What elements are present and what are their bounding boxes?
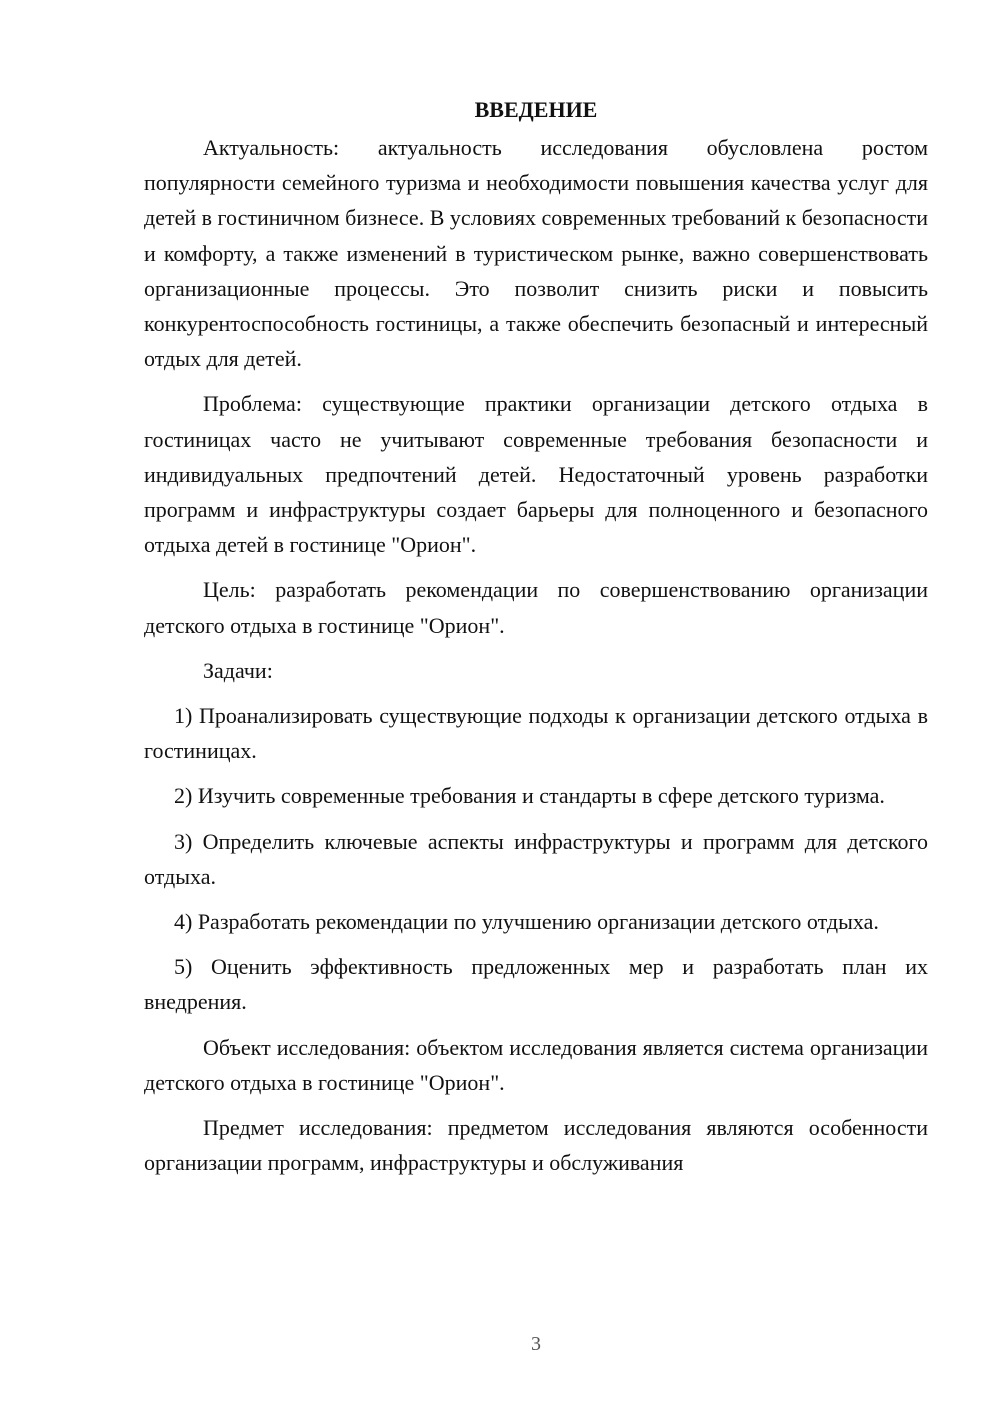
task-item-3: 3) Определить ключевые аспекты инфраструктуры и программ для детского отдыха.	[144, 828, 928, 889]
task-item-1: 1) Проанализировать существующие подходы к организации детского отдыха в гостиницах.	[144, 703, 928, 764]
goal-paragraph: Цель: разработать рекомендации по совершенствованию организации детского отдыха в гостинице "Орион".	[144, 577, 928, 638]
problem-paragraph: Проблема: существующие практики организации детского отдыха в гостиницах часто не учитывают современные требования безопасности и индивидуальных предпочтений детей. Недостаточный уровень разработки программ и инфраструктуры создает барьеры для полноценного и безопасного отдыха детей в гостинице "Орион".	[144, 391, 928, 558]
page-number: 3	[531, 1333, 541, 1355]
page-content	[144, 92, 928, 1190]
section-title: ВВЕДЕНИЕ	[474, 97, 598, 122]
subject-paragraph: Предмет исследования: предметом исследования являются особенности организации программ, инфраструктуры и обслуживания	[144, 1115, 928, 1176]
task-item-5: 5) Оценить эффективность предложенных мер и разработать план их внедрения.	[144, 954, 928, 1015]
tasks-label: Задачи:	[203, 657, 273, 683]
task-item-4: 4) Разработать рекомендации по улучшению организации детского отдыха.	[174, 909, 879, 935]
object-paragraph: Объект исследования: объектом исследования является система организации детского отдыха в гостинице "Орион".	[144, 1034, 928, 1095]
relevance-paragraph: Актуальность: актуальность исследования обусловлена ростом популярности семейного туризма и необходимости повышения качества услуг для детей в гостиничном бизнесе. В условиях современных требований к безопасности и комфорту, а также изменений в туристическом рынке, важно совершенствовать организационные процессы. Это позволит снизить риски и повысить конкурентоспособность гостиницы, а также обеспечить безопасный и интересный отдых для детей.	[144, 135, 928, 372]
task-item-2: 2) Изучить современные требования и стандарты в сфере детского туризма.	[174, 783, 885, 809]
